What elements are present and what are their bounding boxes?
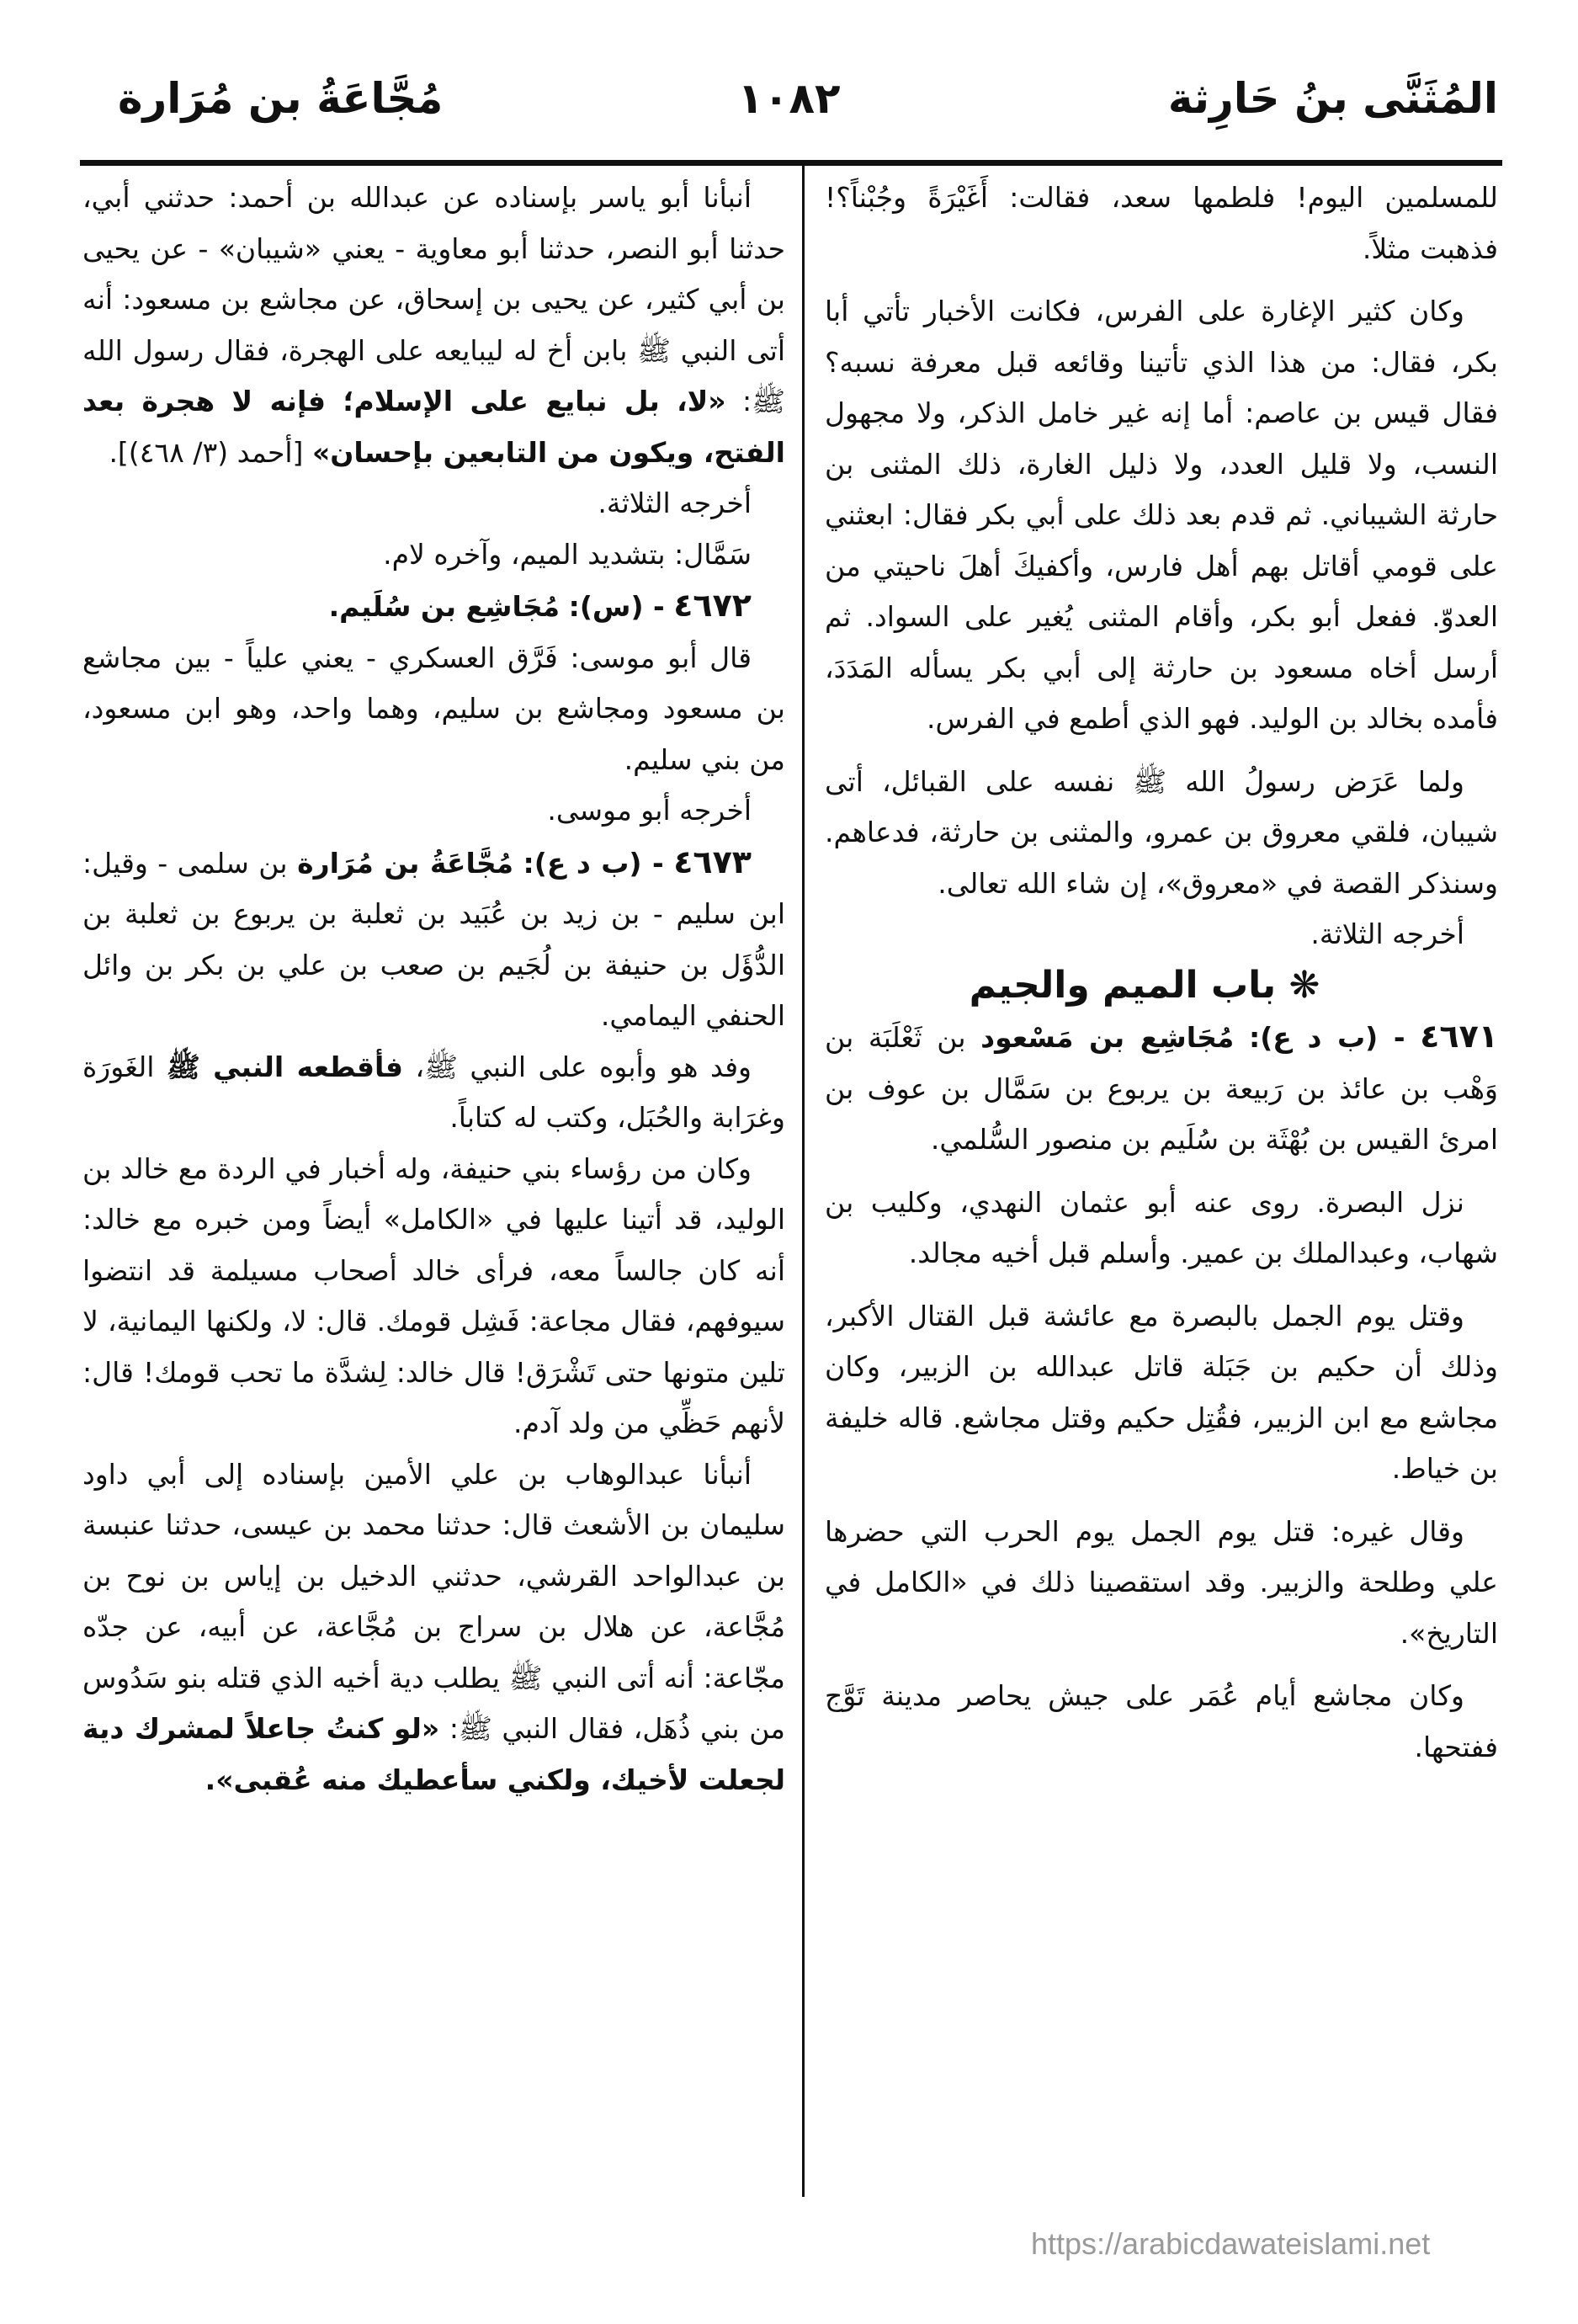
entry-name: مُجَاشِع بن سُلَيم. xyxy=(328,590,561,623)
hadith-text: «لو كنتُ جاعلاً لمشرك دية لجعلت لأخيك، ولكني سأعطيك منه عُقبى». xyxy=(82,1712,785,1796)
entry-code: - (س): xyxy=(568,590,665,623)
paragraph: سَمَّال: بتشديد الميم، وآخره لام. xyxy=(383,537,752,571)
paragraph: ولما عَرَض رسولُ الله ﷺ نفسه على القبائل، أتى شيبان، فلقي معروق بن عمرو، والمثنى بن حارثة، فدعاهم. وسنذكر القصة في «معروق»، إن شاء الله تعالى. xyxy=(825,764,1498,900)
entry-4672 xyxy=(82,580,785,633)
header-rule xyxy=(80,160,1502,166)
paragraph: أخرجه أبو موسى. xyxy=(547,794,752,827)
paragraph: وكان من رؤساء بني حنيفة، وله أخبار في الردة مع خالد بن الوليد، قد أتينا عليها في «الكامل» أيضاً ومن خبره مع خالد: أنه كان جالساً معه، فرأى خالد أصحاب مسيلمة قد انتضوا سيوفهم، فقال مجاعة: فَشِل قومك. قال: لا، ولكنها اليمانية، لا تلين متونها حتى تَشْرَق! قال خالد: لِشدَّة ما تحب قومك! قال: لأنهم حَظِّي من ولد آدم. xyxy=(82,1151,785,1439)
paragraph xyxy=(82,1042,785,1144)
entry-name: مُجَاشِع بن مَسْعود xyxy=(980,1021,1235,1054)
entry-code: - (ب د ع): xyxy=(1249,1021,1405,1054)
watermark-url: https://arabicdawateislami.net xyxy=(1031,2226,1431,2261)
hadith-text: «لا، بل نبايع على الإسلام؛ فإنه لا هجرة بعد الفتح، ويكون من التابعين بإحسان» xyxy=(82,385,785,469)
paragraph: أخرجه الثلاثة. xyxy=(598,487,752,519)
entry-4673 xyxy=(82,837,785,1042)
entry-number: ٤٦٧٢ xyxy=(673,587,752,624)
entry-name: مُجَّاعَةُ بن مُرَارة xyxy=(297,846,514,880)
entry-number: ٤٦٧١ xyxy=(1420,1018,1498,1055)
entry-number: ٤٦٧٣ xyxy=(673,843,752,880)
paragraph xyxy=(82,1449,785,1806)
text: الغَورَة وغرَابة والحُبَل، وكتب له كتاباً. xyxy=(82,1050,785,1134)
right-column xyxy=(825,173,1498,1773)
paragraph: للمسلمين اليوم! فلطمها سعد، فقالت: أَغَيْرَةً وجُبْناً؟! فذهبت مثلاً. xyxy=(825,181,1498,265)
entry-text: بن سلمى - وقيل: ابن سليم - بن زيد بن عُبَيد بن ثعلبة بن يربوع بن ثعلبة بن الدُّؤَل بن حنيفة بن لُجَيم بن صعب بن علي بن بكر بن وائل الحنفي اليمامي. xyxy=(82,846,785,1032)
paragraph: وكان كثير الإغارة على الفرس، فكانت الأخبار تأتي أبا بكر، فقال: من هذا الذي تأتينا وقائعه قبل معرفة نسبه؟ فقال قيس بن عاصم: أما إنه غير خامل الذكر، ولا مجهول النسب، ولا قليل العدد، ولا ذليل الغارة، ذلك المثنى بن حارثة الشيباني. ثم قدم بعد ذلك على أبي بكر فقال: ابعثني على قومي أقاتل بهم أهل فارس، وأكفيكَ أهلَ ناحيتي من العدوّ. ففعل أبو بكر، وأقام المثنى يُغير على السواد. ثم أرسل أخاه مسعود بن حارثة إلى أبي بكر يسأله المَدَدَ، فأمده بخالد بن الوليد. فهو الذي أطمع في الفرس. xyxy=(825,295,1498,735)
paragraph: وكان مجاشع أيام عُمَر على جيش يحاصر مدينة تَوَّج ففتحها. xyxy=(825,1679,1498,1763)
text: وفد هو وأبوه على النبي ﷺ، xyxy=(415,1050,752,1083)
reference: [أحمد (٣/ ٤٦٨)]. xyxy=(109,435,304,469)
column-divider xyxy=(802,164,805,2197)
paragraph: وقتل يوم الجمل بالبصرة مع عائشة قبل القتال الأكبر، وذلك أن حكيم بن جَبَلة قاتل عبدالله بن الزبير، وكان مجاشع مع ابن الزبير، فقُتِل حكيم وقتل مجاشع. قاله خليفة بن خياط. xyxy=(825,1299,1498,1485)
isnad-text: أنبأنا أبو ياسر بإسناده عن عبدالله بن أحمد: حدثني أبي، حدثنا أبو النصر، حدثنا أبو معاوية - يعني «شيبان» - عن يحيى بن أبي كثير، عن يحيى بن إسحاق، عن مجاشع بن مسعود: أنه أتى النبي ﷺ بابن أخ له ليبايعه على الهجرة، فقال رسول الله ﷺ: xyxy=(82,181,785,417)
entry-text: بن ثَعْلَبَة بن وَهْب بن عائذ بن رَبيعة بن يربوع بن سَمَّال بن عوف بن امرئ القيس بن بُهْثَة بن سُلَيم بن منصور السُّلمي. xyxy=(825,1021,1498,1156)
paragraph: نزل البصرة. روى عنه أبو عثمان النهدي، وكليب بن شهاب، وعبدالملك بن عمير. وأسلم قبل أخيه مجالد. xyxy=(825,1185,1498,1269)
isnad-text: أنبأنا عبدالوهاب بن علي الأمين بإسناده إلى أبي داود سليمان بن الأشعث قال: حدثنا محمد بن عيسى، حدثنا عنبسة بن عبدالواحد القرشي، حدثني الدخيل بن إياس بن نوح بن مُجَّاعة، عن هلال بن سراج بن مُجَّاعة، عن أبيه، عن جدّه مجّاعة: أنه أتى النبي ﷺ يطلب دية أخيه الذي قتله بنو سَدُوس من بني ذُهَل، فقال النبي ﷺ: xyxy=(82,1457,785,1745)
running-head-right: المُثَنَّى بنُ حَارِثة xyxy=(1167,74,1498,123)
running-head-left: مُجَّاعَةُ بن مُرَارة xyxy=(118,74,444,123)
text-bold: فأقطعه النبي ﷺ xyxy=(166,1050,404,1083)
paragraph xyxy=(82,173,785,478)
entry-code: - (ب د ع): xyxy=(523,846,664,880)
left-column xyxy=(82,173,785,1805)
chapter-heading: ❋ باب الميم والجيم xyxy=(969,963,1320,1007)
page-number: ١٠٨٢ xyxy=(737,74,841,123)
paragraph: أخرجه الثلاثة. xyxy=(1310,917,1464,950)
entry-4671 xyxy=(825,1011,1498,1166)
paragraph: قال أبو موسى: فَرَّق العسكري - يعني علياً - بين مجاشع بن مسعود ومجاشع بن سليم، وهما واحد، وهو ابن مسعود، من بني سليم. xyxy=(82,641,785,776)
paragraph: وقال غيره: قتل يوم الجمل يوم الحرب التي حضرها علي وطلحة والزبير. وقد استقصينا ذلك في «الكامل في التاريخ». xyxy=(825,1514,1498,1650)
